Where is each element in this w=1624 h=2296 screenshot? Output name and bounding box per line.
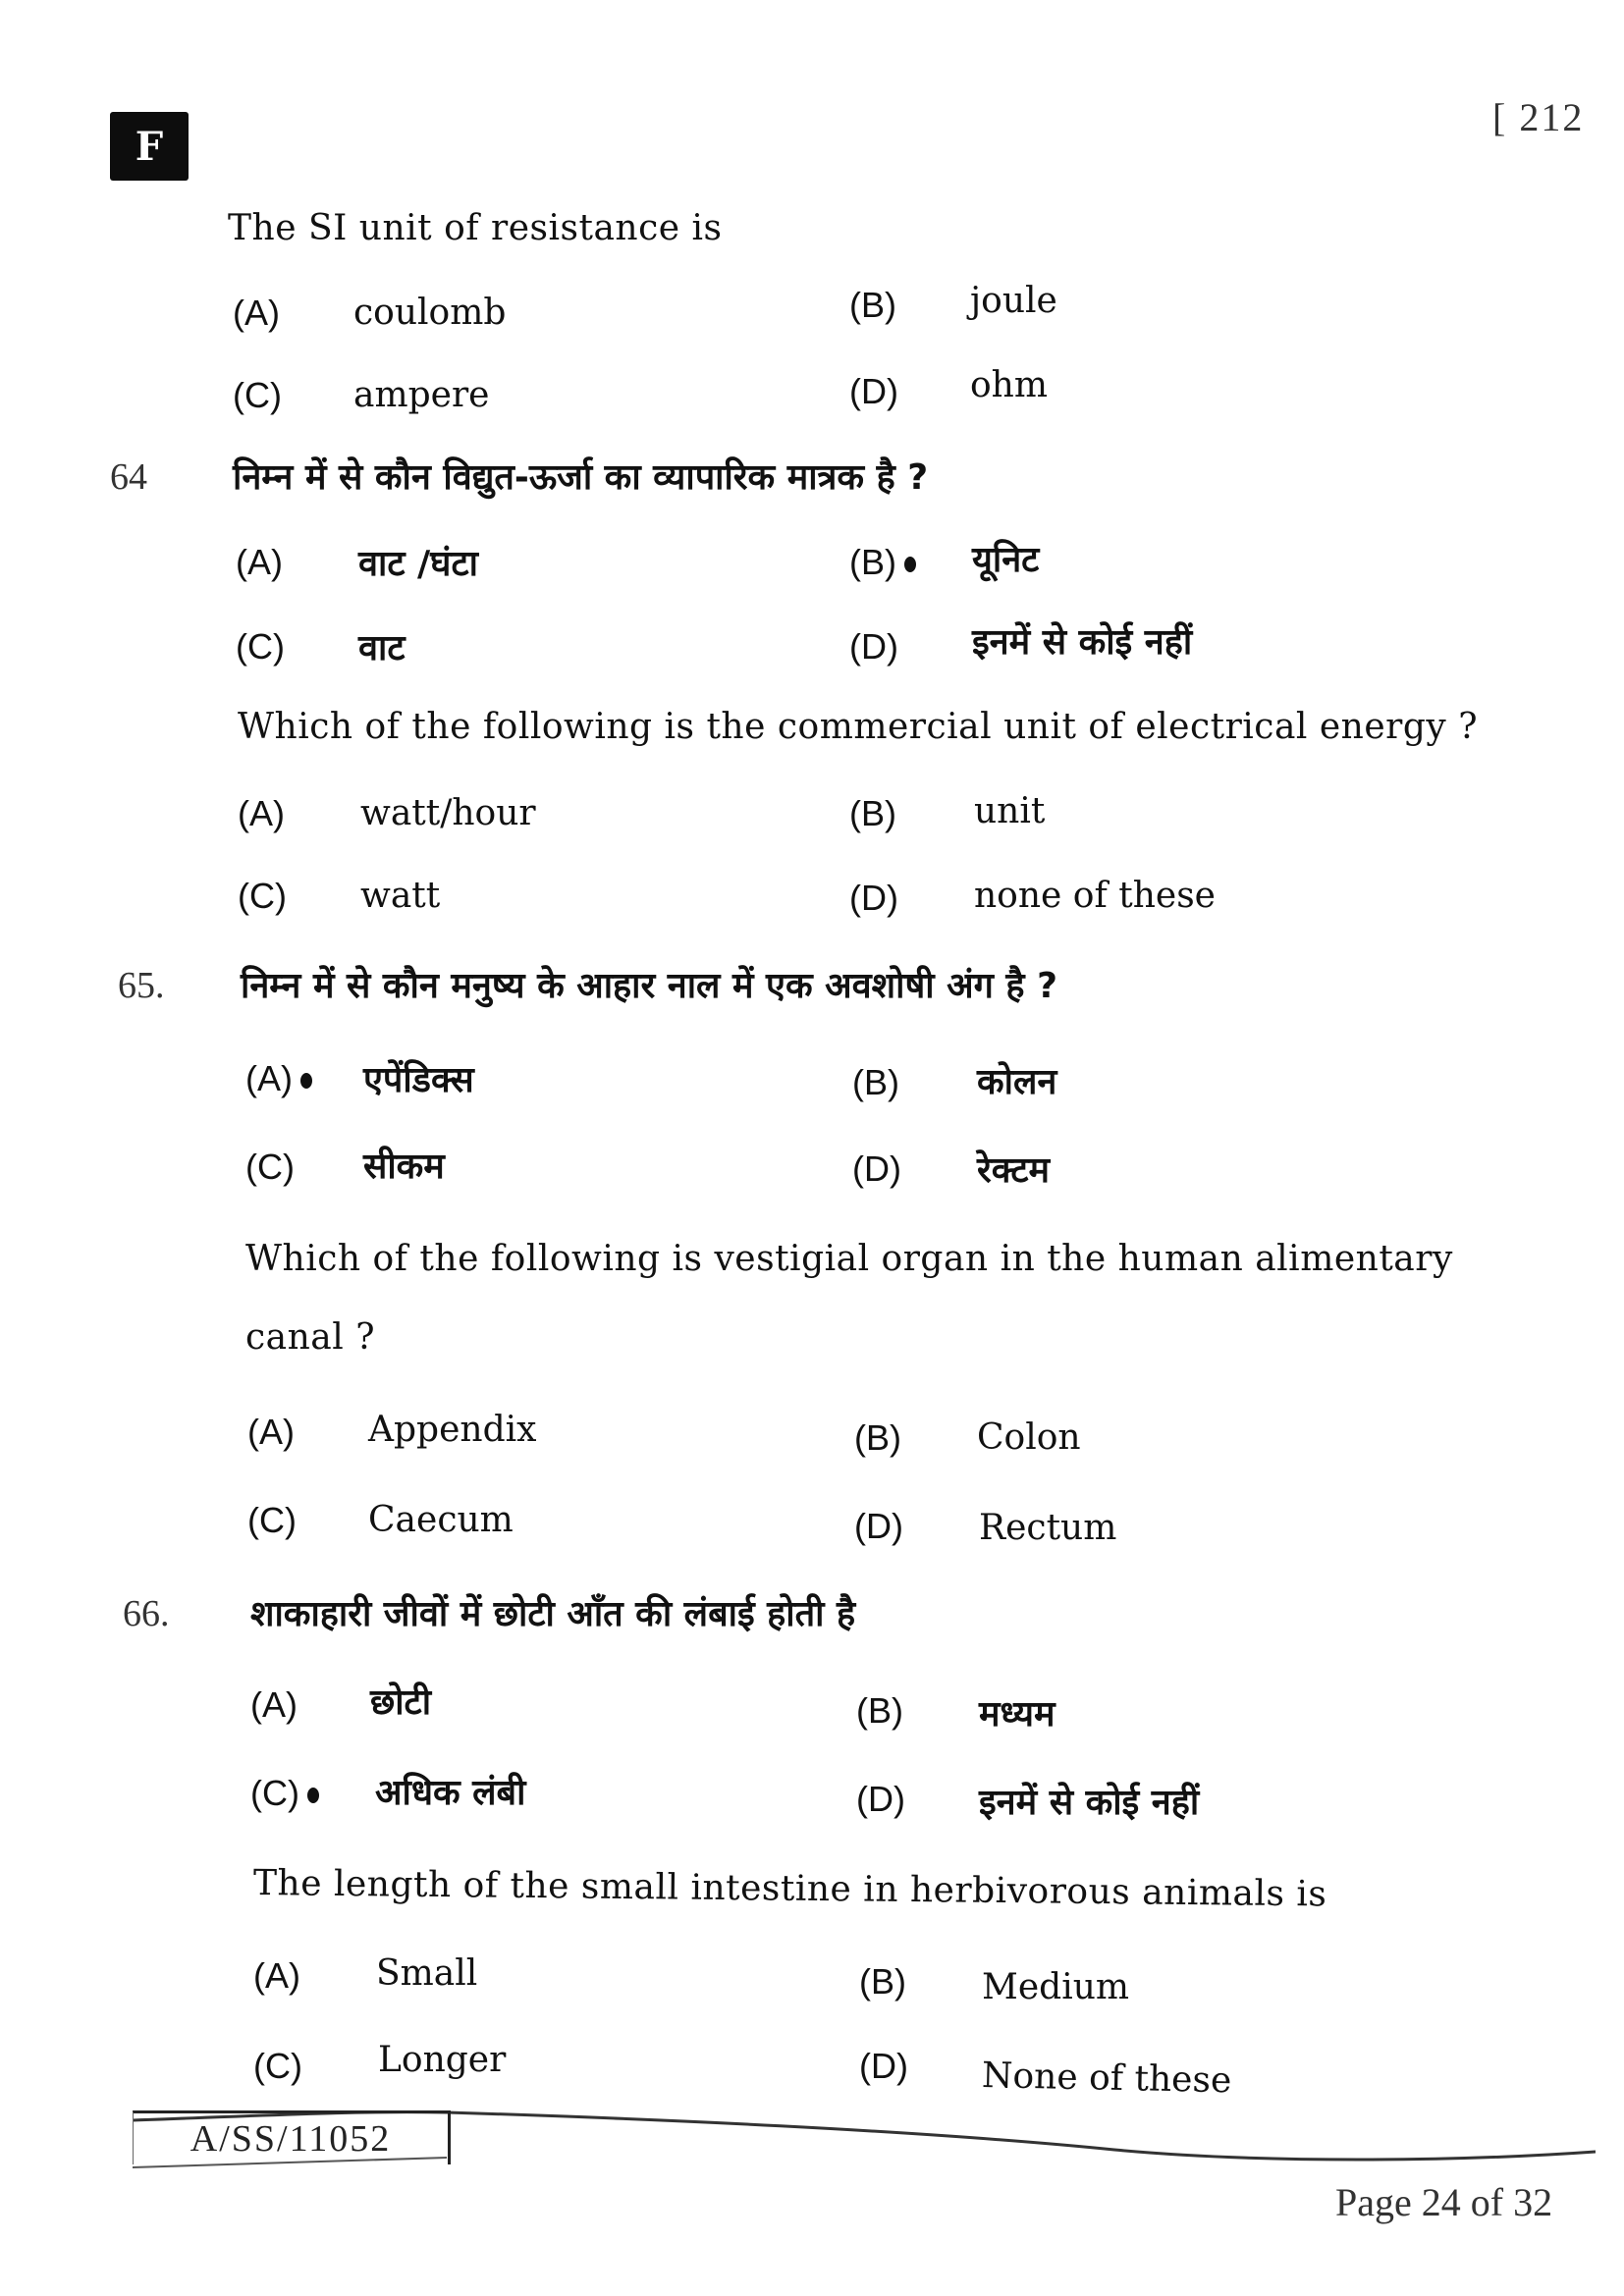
- q65-hi-option-c-text: सीकम: [363, 1147, 445, 1187]
- question-64-hindi-text: निम्न में से कौन विद्युत-ऊर्जा का व्यापारिक मात्रक है ?: [233, 457, 929, 498]
- q65-en-option-c-text: Caecum: [368, 1500, 514, 1540]
- q66-en-option-b-text: Medium: [982, 1967, 1130, 2007]
- q65-hi-option-a-label: (A): [245, 1058, 312, 1099]
- q64-en-option-d-text: none of these: [974, 876, 1216, 916]
- q66-en-option-c-label: (C): [253, 2046, 302, 2086]
- q64-en-option-b-label: (B): [849, 793, 896, 833]
- q63-option-d-text: ohm: [970, 365, 1048, 405]
- q66-hi-option-a-text: छोटी: [370, 1682, 432, 1723]
- q66-hi-option-d-text: इनमें से कोई नहीं: [979, 1783, 1200, 1823]
- q66-en-option-b-label: (B): [859, 1961, 906, 2002]
- q66-hi-option-c-label: (C): [250, 1773, 319, 1814]
- answer-mark-icon: [904, 557, 916, 572]
- q64-en-option-c-label: (C): [238, 876, 287, 916]
- q63-option-a-text: coulomb: [353, 293, 507, 333]
- q64-hi-option-c-text: वाट: [358, 628, 406, 668]
- q65-en-option-b-text: Colon: [977, 1417, 1081, 1458]
- q65-en-option-a-text: Appendix: [368, 1410, 537, 1450]
- question-64-english-text: Which of the following is the commercial unit of electrical energy ?: [238, 707, 1479, 747]
- q64-en-option-d-label: (D): [849, 878, 898, 918]
- q65-en-option-d-label: (D): [854, 1506, 903, 1546]
- question-65-hindi-text: निम्न में से कौन मनुष्य के आहार नाल में एक अवशोषी अंग है ?: [241, 966, 1057, 1006]
- q66-en-option-d-text: None of these: [981, 2056, 1232, 2102]
- q66-hi-option-c-text: अधिक लंबी: [375, 1773, 526, 1813]
- q65-hi-option-a-text: एपेंडिक्स: [363, 1060, 474, 1100]
- q63-option-a-label: (A): [233, 293, 280, 333]
- q66-en-option-d-label: (D): [859, 2046, 908, 2086]
- q65-hi-option-d-text: रेक्टम: [977, 1150, 1051, 1191]
- q63-option-b-label: (B): [849, 285, 896, 325]
- q66-hi-option-b-text: मध्यम: [979, 1694, 1056, 1735]
- question-66-hindi-text: शाकाहारी जीवों में छोटी आँत की लंबाई होती है: [250, 1594, 856, 1634]
- q65-hi-option-d-label: (D): [852, 1148, 901, 1189]
- q64-en-option-a-label: (A): [238, 793, 285, 833]
- q66-hi-option-d-label: (D): [856, 1779, 905, 1819]
- q64-en-option-a-text: watt/hour: [360, 793, 536, 833]
- q66-hi-option-b-label: (B): [856, 1690, 903, 1731]
- page-code: [ 212: [1492, 95, 1585, 139]
- answer-mark-icon: [300, 1073, 312, 1089]
- paper-code: A/SS/11052: [133, 2110, 451, 2164]
- q64-en-option-c-text: watt: [360, 876, 441, 916]
- q65-hi-option-b-text: कोलन: [977, 1062, 1057, 1102]
- question-63-english-text: The SI unit of resistance is: [228, 208, 723, 248]
- q66-hi-option-a-label: (A): [250, 1684, 298, 1725]
- q66-en-option-a-label: (A): [253, 1955, 300, 1996]
- q64-hi-option-b-text: यूनिट: [972, 540, 1040, 580]
- answer-mark-icon: [307, 1788, 319, 1803]
- q64-hi-option-b-label: (B): [849, 542, 916, 583]
- q65-hi-option-c-label: (C): [245, 1147, 295, 1187]
- q63-option-b-text: joule: [970, 281, 1057, 321]
- q64-hi-option-d-text: इनमें से कोई नहीं: [972, 622, 1193, 663]
- q64-hi-option-a-label: (A): [236, 542, 283, 582]
- q65-en-option-d-text: Rectum: [979, 1508, 1117, 1548]
- q64-hi-option-a-text: वाट /घंटा: [358, 544, 478, 584]
- q65-en-option-b-label: (B): [854, 1417, 901, 1458]
- question-65-number: 65.: [118, 965, 165, 1006]
- q64-en-option-b-text: unit: [974, 791, 1046, 831]
- q64-hi-option-d-label: (D): [849, 626, 898, 667]
- q66-en-option-a-text: Small: [376, 1953, 478, 1994]
- set-badge: F: [110, 112, 189, 181]
- q63-option-c-label: (C): [233, 375, 282, 415]
- q64-hi-option-c-label: (C): [236, 626, 285, 667]
- q65-en-option-a-label: (A): [247, 1412, 295, 1452]
- q65-hi-option-b-label: (B): [852, 1062, 899, 1102]
- q63-option-c-text: ampere: [353, 375, 490, 415]
- question-65-english-text-line2: canal ?: [245, 1317, 376, 1358]
- question-66-number: 66.: [123, 1593, 170, 1634]
- q65-en-option-c-label: (C): [247, 1500, 297, 1540]
- question-66-english-text: The length of the small intestine in herbivorous animals is: [252, 1863, 1327, 1915]
- q63-option-d-label: (D): [849, 371, 898, 411]
- question-64-number: 64: [110, 456, 147, 498]
- q66-en-option-c-text: Longer: [378, 2040, 507, 2080]
- question-65-english-text-line1: Which of the following is vestigial organ in the human alimentary: [245, 1239, 1453, 1279]
- page-number: Page 24 of 32: [1335, 2180, 1553, 2224]
